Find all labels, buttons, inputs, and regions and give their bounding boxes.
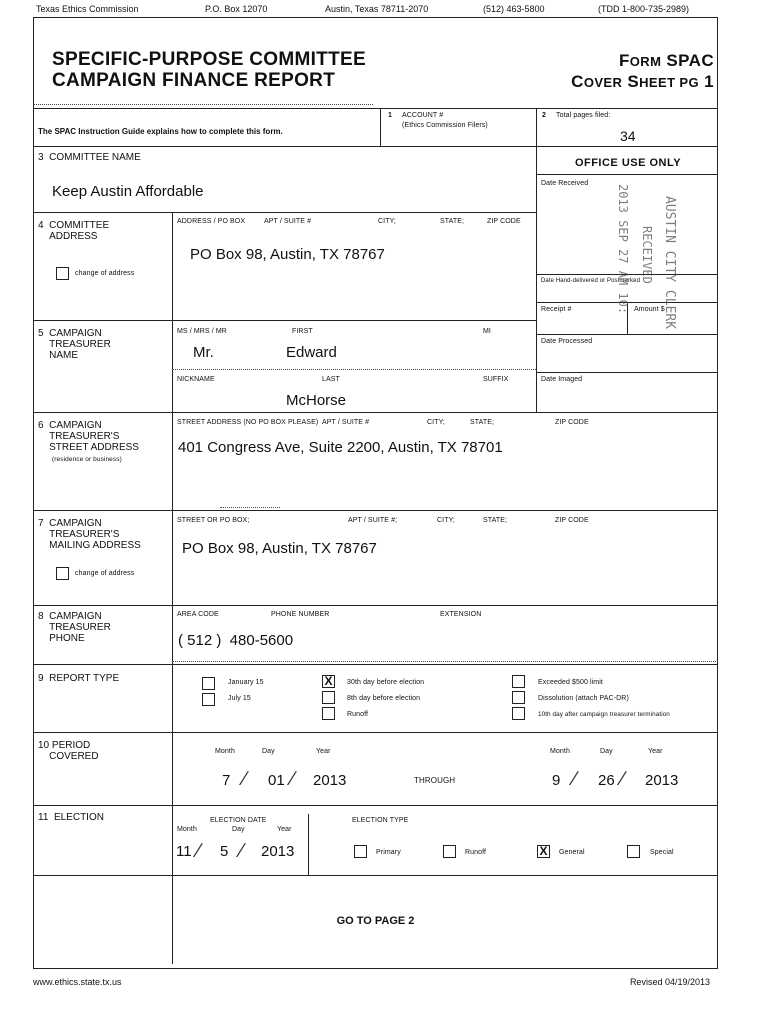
report-exceeded-checkbox[interactable] xyxy=(512,675,525,688)
treasurer-phone-value[interactable]: ( 512 ) 480-5600 xyxy=(178,632,294,649)
election-month-header: Month xyxy=(177,826,197,833)
election-slash-2: ∕ xyxy=(240,840,244,862)
change-of-address-label-7: change of address xyxy=(75,570,135,577)
h-area-code: AREA CODE xyxy=(177,611,219,618)
account-num: 1 xyxy=(388,112,392,119)
election-special-label: Special xyxy=(650,849,674,856)
h-nickname: NICKNAME xyxy=(177,376,215,383)
account-field[interactable] xyxy=(388,132,528,144)
period-to-month[interactable]: 9 xyxy=(552,772,561,789)
h-street-city: CITY; xyxy=(427,419,445,426)
header-tdd: (TDD 1-800-735-2989) xyxy=(598,4,690,14)
report-exceeded-label: Exceeded $500 limit xyxy=(538,679,603,686)
period-through: THROUGH xyxy=(414,776,456,785)
election-label: 11 ELECTION xyxy=(38,812,104,823)
h-street-apt: APT / SUITE # xyxy=(322,419,370,426)
report-30th-label: 30th day before election xyxy=(347,679,425,686)
frame-left xyxy=(33,17,34,968)
date-processed-label: Date Processed xyxy=(541,338,593,345)
form-title-line1: SPECIFIC-PURPOSE COMMITTEE xyxy=(52,49,366,70)
h-address: ADDRESS / PO BOX xyxy=(177,218,246,225)
received-stamp-received: RECEIVED xyxy=(640,226,654,284)
footer-url: www.ethics.state.tx.us xyxy=(33,977,122,987)
period-label: 10 PERIOD COVERED xyxy=(38,740,99,762)
period-from-year-header: Year xyxy=(316,748,331,755)
period-to-year[interactable]: 2013 xyxy=(645,772,679,789)
h-extension: EXTENSION xyxy=(440,611,482,618)
election-general-label: General xyxy=(559,849,585,856)
treasurer-mailing-value[interactable]: PO Box 98, Austin, TX 78767 xyxy=(182,540,377,557)
h-phone-number: PHONE NUMBER xyxy=(271,611,330,618)
election-special-checkbox[interactable] xyxy=(627,845,640,858)
report-july-checkbox[interactable] xyxy=(202,693,215,706)
h-mail-zip: ZIP CODE xyxy=(555,517,589,524)
change-of-address-checkbox-7[interactable] xyxy=(56,567,69,580)
period-from-day-header: Day xyxy=(262,748,275,755)
received-stamp-austin: AUSTIN CITY CLERK xyxy=(662,196,677,330)
header-phone: (512) 463-5800 xyxy=(483,4,545,14)
account-sub: (Ethics Commission Filers) xyxy=(402,122,488,129)
h-street-zip: ZIP CODE xyxy=(555,419,589,426)
treasurer-street-value[interactable]: 401 Congress Ave, Suite 2200, Austin, TX 78701 xyxy=(178,439,503,456)
treasurer-first-value[interactable]: Edward xyxy=(286,344,337,361)
cover-sheet-label: COVER SHEET PG 1 xyxy=(571,72,714,91)
period-to-slash-2: ∕ xyxy=(621,768,625,790)
report-dissolution-label: Dissolution (attach PAC-DR) xyxy=(538,695,629,702)
election-slash-1: ∕ xyxy=(197,840,201,862)
h-street: STREET ADDRESS (NO PO BOX PLEASE) xyxy=(177,419,319,426)
treasurer-phone-label: 8 CAMPAIGN TREASURER PHONE xyxy=(38,611,111,644)
period-to-day-header: Day xyxy=(600,748,613,755)
election-runoff-checkbox[interactable] xyxy=(443,845,456,858)
election-year-header: Year xyxy=(277,826,292,833)
report-10th-label: 10th day after campaign treasurer termination xyxy=(538,711,670,718)
committee-name-label: 3 COMMITTEE NAME xyxy=(38,152,141,163)
h-first: FIRST xyxy=(292,328,313,335)
treasurer-street-note: (residence or business) xyxy=(52,456,122,463)
period-to-slash-1: ∕ xyxy=(573,768,577,790)
change-of-address-label-4: change of address xyxy=(75,270,135,277)
election-general-checkbox[interactable]: X xyxy=(537,845,550,858)
election-year[interactable]: 2013 xyxy=(261,843,295,860)
election-runoff-label: Runoff xyxy=(465,849,487,856)
frame-bottom xyxy=(33,968,718,969)
pages-filed-num: 2 xyxy=(542,112,546,119)
header-rule xyxy=(33,17,718,18)
received-stamp-date: 2013 SEP 27 AM 10: xyxy=(616,184,630,315)
frame-right xyxy=(717,17,718,968)
date-imaged-label: Date Imaged xyxy=(541,376,583,383)
h-state: STATE; xyxy=(440,218,465,225)
election-date-header: ELECTION DATE xyxy=(210,817,267,824)
committee-address-label: 4 COMMITTEE ADDRESS xyxy=(38,220,110,242)
period-from-month-header: Month xyxy=(215,748,235,755)
treasurer-last-value[interactable]: McHorse xyxy=(286,392,347,409)
period-to-year-header: Year xyxy=(648,748,663,755)
account-label: ACCOUNT # xyxy=(402,112,444,119)
treasurer-mailing-label: 7 CAMPAIGN TREASURER'S MAILING ADDRESS xyxy=(38,518,141,551)
header-city: Austin, Texas 78711-2070 xyxy=(325,4,429,14)
change-of-address-checkbox-4[interactable] xyxy=(56,267,69,280)
election-day-header: Day xyxy=(232,826,245,833)
period-from-slash-2: ∕ xyxy=(291,768,295,790)
period-from-month[interactable]: 7 xyxy=(222,772,231,789)
period-to-day[interactable]: 26 xyxy=(598,772,615,789)
form-title-line2: CAMPAIGN FINANCE REPORT xyxy=(52,70,336,91)
date-hand-delivered-label: Date Hand-delivered or Postmarked xyxy=(541,278,641,284)
period-from-day[interactable]: 01 xyxy=(268,772,285,789)
h-mail-street: STREET OR PO BOX; xyxy=(177,517,250,524)
treasurer-title-value[interactable]: Mr. xyxy=(193,344,214,361)
election-month[interactable]: 11 xyxy=(176,843,192,860)
report-july-label: July 15 xyxy=(228,695,251,702)
report-dissolution-checkbox[interactable] xyxy=(512,691,525,704)
header-org: Texas Ethics Commission xyxy=(36,4,139,14)
election-day[interactable]: 5 xyxy=(220,843,229,860)
period-from-slash-1: ∕ xyxy=(243,768,247,790)
form-code: FORM SPAC xyxy=(618,51,714,70)
receipt-label: Receipt # xyxy=(541,306,572,313)
h-street-state: STATE; xyxy=(470,419,495,426)
report-10th-checkbox[interactable] xyxy=(512,707,525,720)
amount-label: Amount $ xyxy=(634,306,665,313)
report-runoff-label: Runoff xyxy=(347,711,369,718)
pages-filed-label: Total pages filed: xyxy=(556,112,611,119)
report-type-label: 9 REPORT TYPE xyxy=(38,673,120,684)
treasurer-street-label: 6 CAMPAIGN TREASURER'S STREET ADDRESS xyxy=(38,420,139,453)
report-8th-label: 8th day before election xyxy=(347,695,421,702)
h-zip: ZIP CODE xyxy=(487,218,521,225)
go-to-page-2: GO TO PAGE 2 xyxy=(336,915,415,927)
h-mi: MI xyxy=(483,328,491,335)
report-30th-checkbox[interactable]: X xyxy=(322,675,335,688)
report-runoff-checkbox[interactable] xyxy=(322,707,335,720)
report-january-checkbox[interactable] xyxy=(202,677,215,690)
h-last: LAST xyxy=(322,376,340,383)
report-8th-checkbox[interactable] xyxy=(322,691,335,704)
h-title: MS / MRS / MR xyxy=(177,328,227,335)
election-primary-label: Primary xyxy=(376,849,401,856)
committee-address-value[interactable]: PO Box 98, Austin, TX 78767 xyxy=(190,246,385,263)
header-po-box: P.O. Box 12070 xyxy=(205,4,268,14)
h-mail-city: CITY; xyxy=(437,517,455,524)
period-to-month-header: Month xyxy=(550,748,570,755)
treasurer-name-label: 5 CAMPAIGN TREASURER NAME xyxy=(38,328,111,361)
instruction-text: The SPAC Instruction Guide explains how to complete this form. xyxy=(38,127,283,136)
h-mail-apt: APT / SUITE #; xyxy=(348,517,398,524)
period-from-year[interactable]: 2013 xyxy=(313,772,347,789)
date-received-label: Date Received xyxy=(541,180,589,187)
h-city: CITY; xyxy=(378,218,396,225)
footer-revised: Revised 04/19/2013 xyxy=(629,977,710,987)
election-type-header: ELECTION TYPE xyxy=(352,817,409,824)
h-mail-state: STATE; xyxy=(483,517,508,524)
election-primary-checkbox[interactable] xyxy=(354,845,367,858)
h-suffix: SUFFIX xyxy=(483,376,509,383)
office-use-title: OFFICE USE ONLY xyxy=(574,157,682,169)
h-apt: APT / SUITE # xyxy=(264,218,312,225)
pages-filed-value[interactable]: 34 xyxy=(620,128,636,144)
committee-name-value[interactable]: Keep Austin Affordable xyxy=(52,183,204,200)
report-january-label: January 15 xyxy=(228,679,264,686)
